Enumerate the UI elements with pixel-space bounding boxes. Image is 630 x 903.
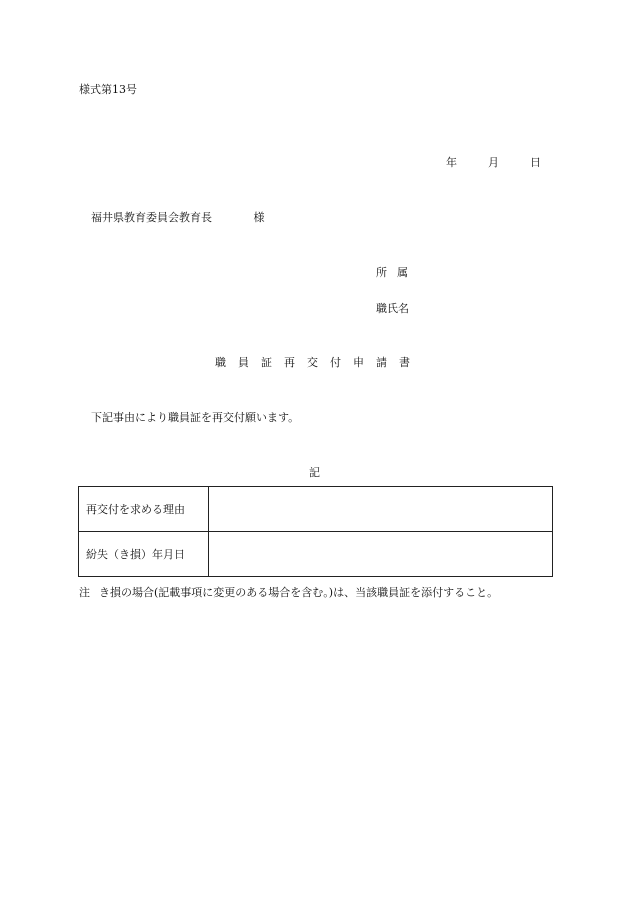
body-text: 下記事由により職員証を再交付願います。 [91,411,300,424]
form-number: 様式第13号 [79,83,137,96]
note-text: き損の場合(記載事項に変更のある場合を含む。)は、当該職員証を添付すること。 [99,586,499,599]
note-mark: 注 [79,586,90,599]
addressee-honorific: 様 [253,211,265,224]
date-line [446,154,541,170]
reason-value-cell [209,487,553,532]
date-day-label: 日 [530,156,541,169]
document-title: 職員証再交付申請書 [215,356,422,369]
loss-date-label: 紛失（き損）年月日 [79,532,209,577]
ki-label: 記 [309,466,320,479]
reason-table [78,486,553,577]
table-row [79,487,553,532]
reason-label: 再交付を求める理由 [79,487,209,532]
addressee-name: 福井県教育委員会教育長 [91,211,212,224]
date-month-label: 月 [488,156,499,169]
affiliation-label: 所属 [376,266,418,279]
table-row [79,532,553,577]
loss-date-value-cell [209,532,553,577]
note [79,584,498,600]
addressee [91,209,265,225]
name-label: 職氏名 [376,302,409,315]
date-year-label: 年 [446,156,457,169]
